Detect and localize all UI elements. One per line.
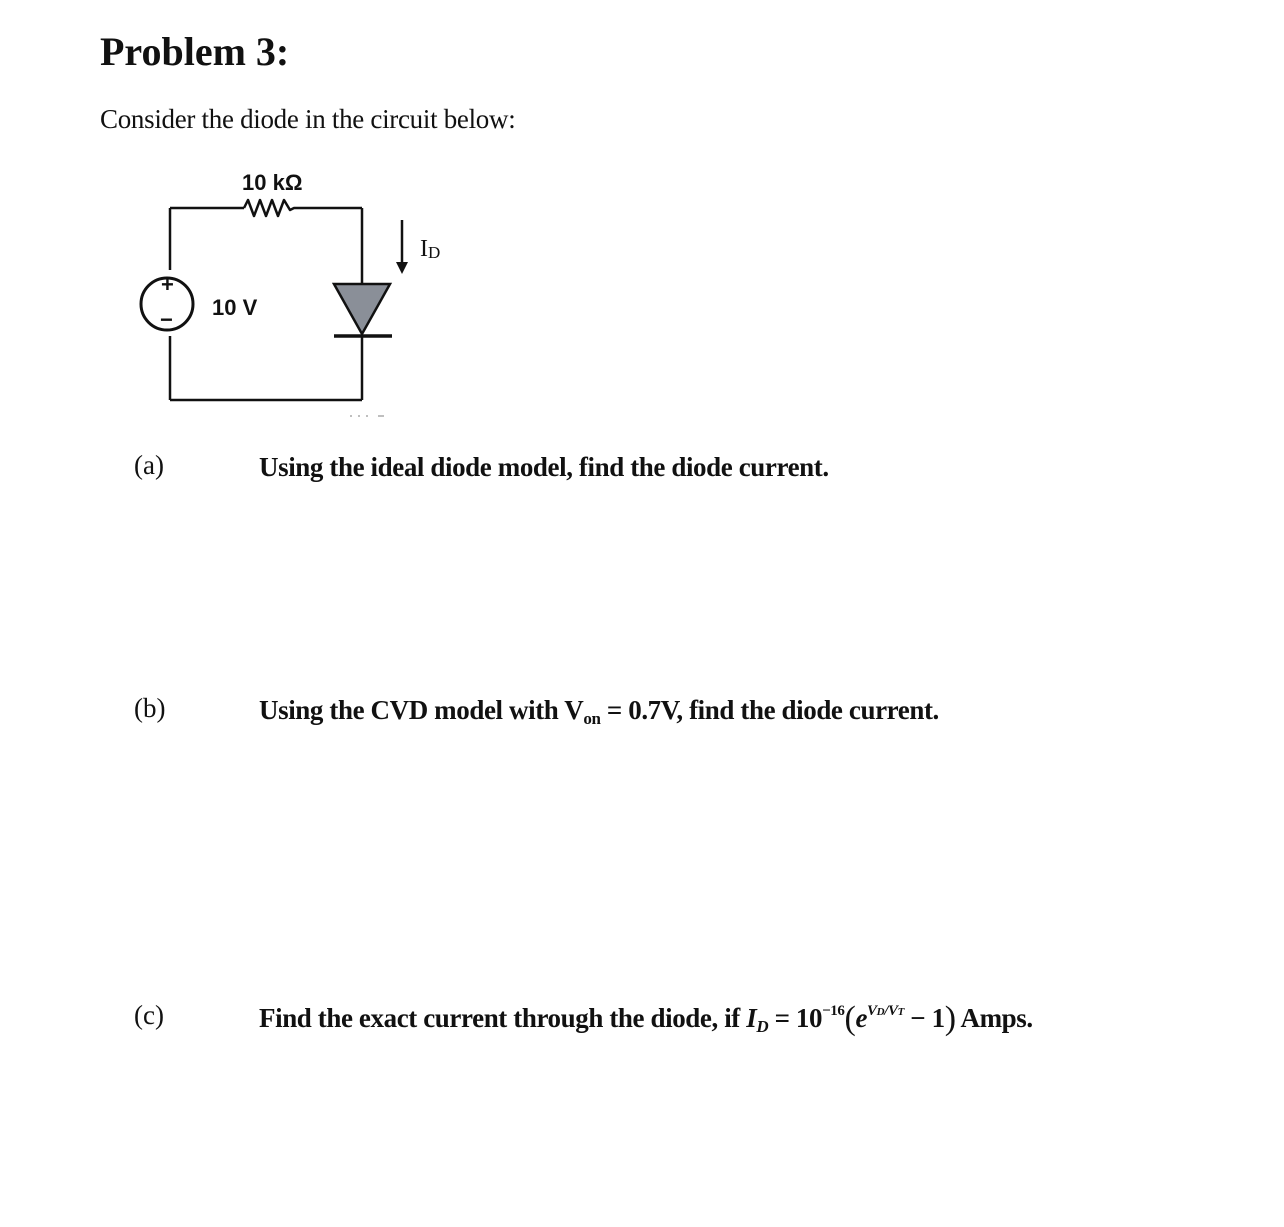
formula-lhs: I (746, 1003, 757, 1033)
current-arrow-head-icon (396, 262, 408, 274)
part-a-text: Using the ideal diode model, find the diode current. (259, 452, 829, 482)
formula-exponent: VD/VT (867, 1003, 904, 1019)
problem-intro: Consider the diode in the circuit below: (100, 104, 516, 134)
part-b-text: Using the CVD model with Von = 0.7V, find the diode current. (259, 695, 939, 728)
source-plus-sign: + (161, 272, 174, 297)
resistor-value-label: 10 kΩ (242, 170, 303, 195)
resistor-zigzag (244, 200, 362, 216)
problem-title: Problem 3: (100, 29, 290, 74)
part-b-label: (b) (134, 693, 166, 723)
part-c-label: (c) (134, 1000, 164, 1030)
diode-icon (334, 284, 390, 334)
part-c-text: Find the exact current through the diode, if ID = $10^{-16}(e^{VD/VT} - 1)$ Amps. (259, 1000, 1033, 1037)
circuit-diagram (0, 0, 500, 440)
source-voltage-label: 10 V (212, 295, 258, 320)
source-minus-sign: − (160, 307, 173, 332)
part-a-label: (a) (134, 450, 164, 480)
diode-current-label: ID (420, 236, 441, 262)
